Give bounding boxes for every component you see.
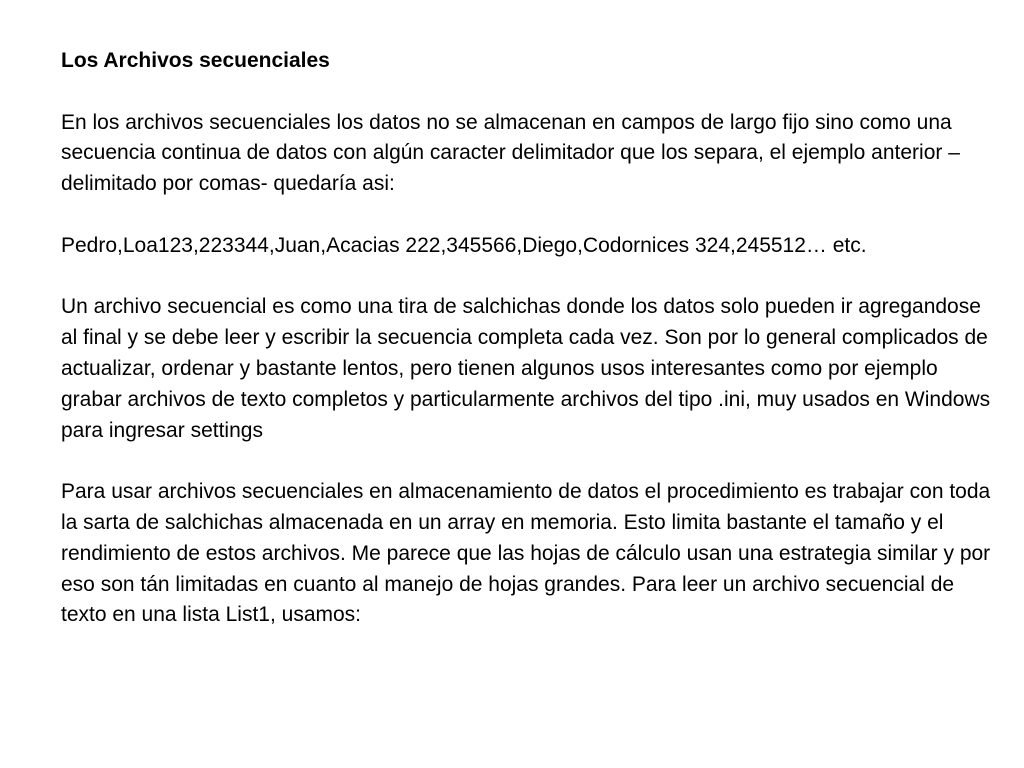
paragraph-usage: Para usar archivos secuenciales en almacenamiento de datos el procedimiento es trabajar con toda la sarta de salchichas almacenada en un array en memoria. Esto limita bastante el tamaño y el rendimiento de estos archivos. Me parece que las hojas de cálculo usan una estrategia similar y por eso son tán limitadas en cuanto al manejo de hojas grandes. Para leer un archivo secuencial de texto en una lista List1, usamos: [61,480,991,627]
paragraph-example: Pedro,Loa123,223344,Juan,Acacias 222,345566,Diego,Codornices 324,245512… etc. [61,233,867,257]
slide-title: Los Archivos secuenciales [61,49,330,72]
spacer [61,446,991,477]
paragraph-description: Un archivo secuencial es como una tira de salchichas donde los datos solo pueden ir agregandose al final y se debe leer y escribir la secuencia completa cada vez. Son por lo general complicados de actualizar, ordenar y bastante lentos, pero tienen algunos usos interesantes como por ejemplo grabar archivos de texto completos y particularmente archivos del tipo .ini, muy usados en Windows para ingresar settings [61,295,991,442]
spacer [61,77,991,108]
paragraph-intro: En los archivos secuenciales los datos no se almacenan en campos de largo fijo sino como una secuencia continua de datos con algún caracter delimitador que los separa, el ejemplo anterior –delimitado por comas- quedaría asi: [61,110,960,196]
slide-content [61,46,991,631]
spacer [61,200,991,231]
spacer [61,262,991,293]
